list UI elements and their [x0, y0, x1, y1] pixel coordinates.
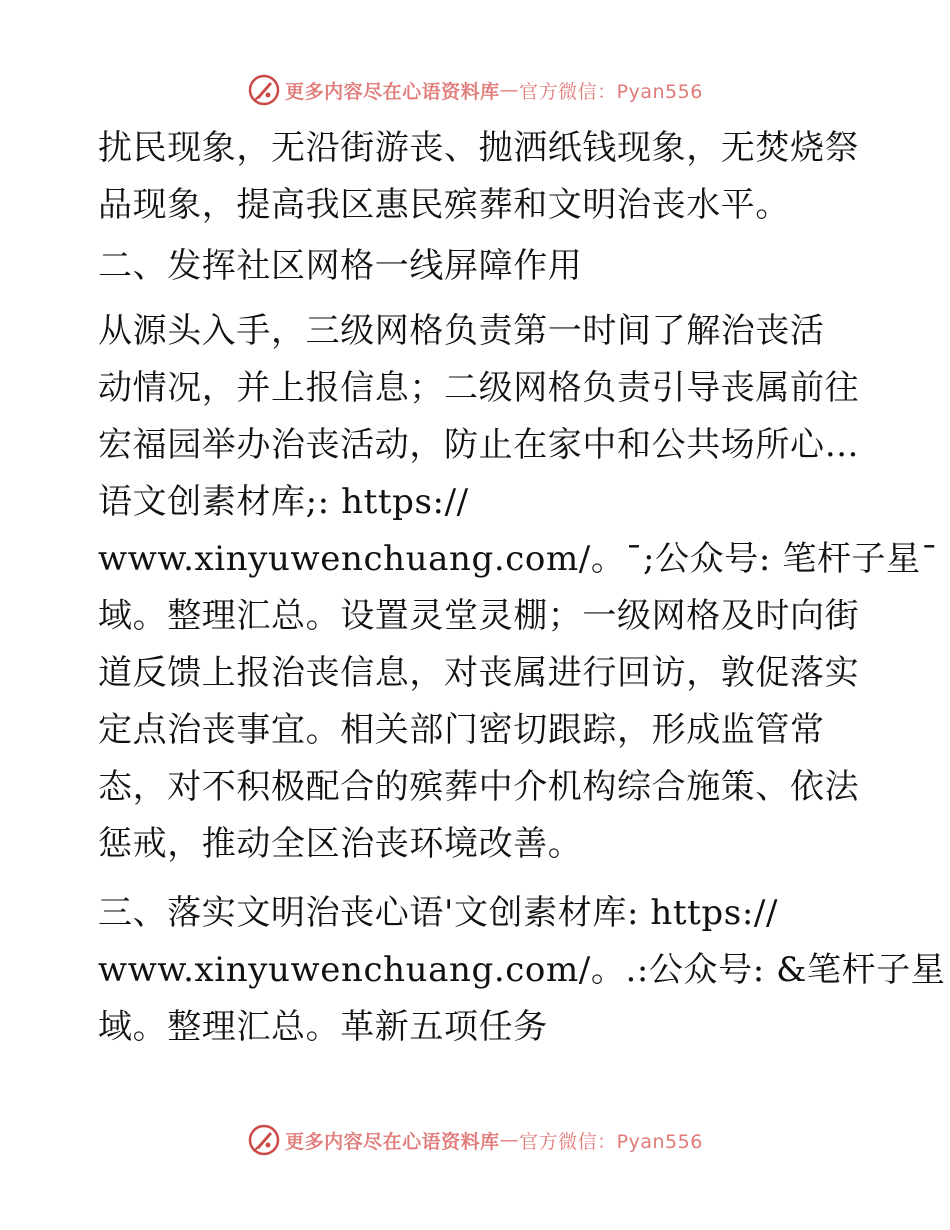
watermark-dash: — — [499, 79, 520, 101]
quill-logo-icon — [247, 1123, 281, 1157]
watermark-wechat-text: 官方微信：Pyan556 — [519, 1130, 703, 1153]
text-line: 定点治丧事宜。相关部门密切跟踪，形成监管常 — [98, 710, 825, 750]
section-heading-2 — [98, 234, 858, 295]
document-body — [98, 120, 946, 1056]
paragraph-grid — [98, 303, 939, 873]
text-line: 域。整理汇总。设置灵堂灵棚；一级网格及时向街 — [98, 596, 860, 636]
text-line: 语文创素材库;: https:// — [98, 482, 469, 522]
text-line: 域。整理汇总。革新五项任务 — [98, 1007, 548, 1047]
text-line: 态，对不积极配合的殡葬中介机构综合施策、依法 — [98, 767, 860, 807]
watermark-site-text: 更多内容尽在心语资料库 — [285, 80, 500, 103]
text-line: 惩戒，推动全区治丧环境改善。 — [98, 824, 583, 864]
watermark-wechat-text: 官方微信：Pyan556 — [519, 80, 703, 103]
quill-logo-icon — [247, 73, 281, 107]
text-line: 扰民现象，无沿街游丧、抛洒纸钱现象，无焚烧祭 — [98, 128, 860, 168]
watermark-dash: — — [499, 1129, 520, 1151]
text-line: 宏福园举办治丧活动，防止在家中和公共场所心… — [98, 425, 860, 465]
header-watermark — [0, 70, 950, 110]
text-line: 三、落实文明治丧心语'文创素材库: https:// — [98, 893, 779, 933]
paragraph-intro — [98, 120, 858, 234]
text-line: www.xinyuwenchuang.com/。¯;公众号: 笔杆子星¯ — [98, 539, 939, 579]
heading-line: 二、发挥社区网格一线屏障作用 — [98, 246, 583, 286]
text-line: 从源头入手，三级网格负责第一时间了解治丧活 — [98, 311, 825, 351]
text-line: www.xinyuwenchuang.com/。.:公众号: &笔杆子星 — [98, 950, 946, 990]
section-heading-3 — [98, 885, 946, 1056]
watermark-site-text: 更多内容尽在心语资料库 — [285, 1130, 500, 1153]
text-line: 品现象，提高我区惠民殡葬和文明治丧水平。 — [98, 185, 790, 225]
footer-watermark — [0, 1120, 950, 1160]
text-line: 动情况，并上报信息；二级网格负责引导丧属前往 — [98, 368, 860, 408]
text-line: 道反馈上报治丧信息，对丧属进行回访，敦促落实 — [98, 653, 860, 693]
